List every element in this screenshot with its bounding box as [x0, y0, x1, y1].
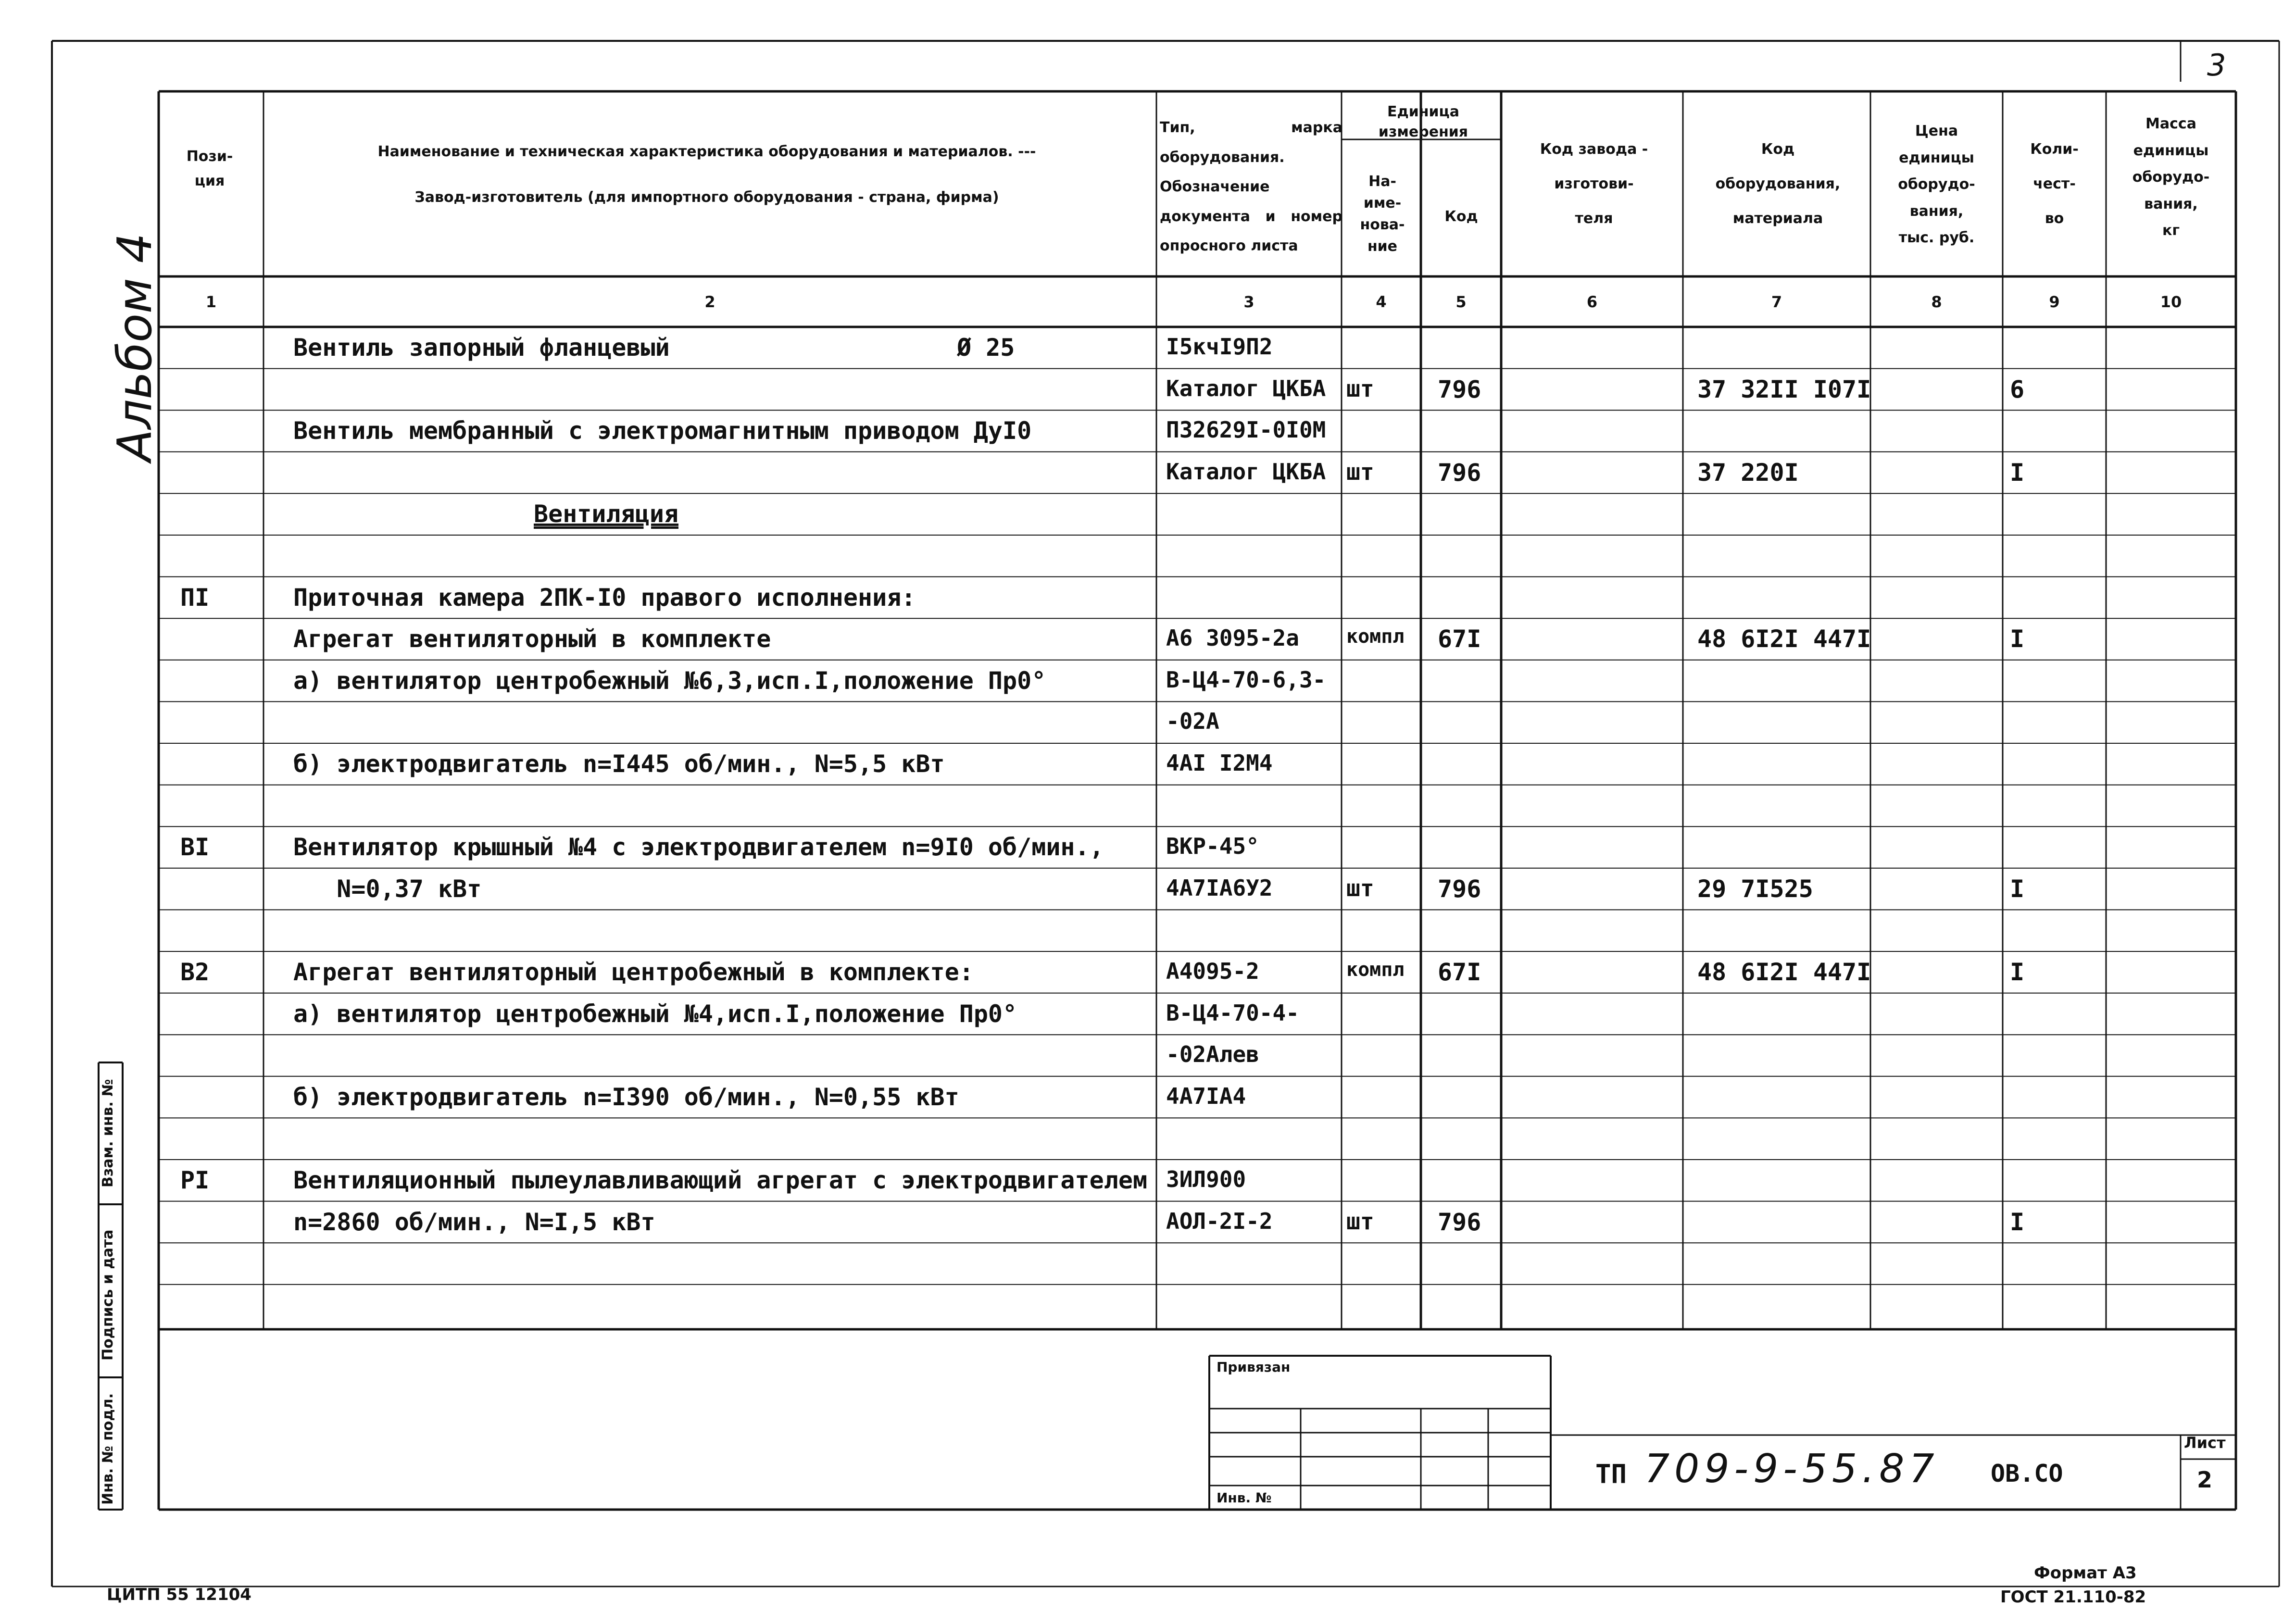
- name-cell: N=0,37 кВт: [293, 874, 482, 903]
- type-cell: 4АI I2М4: [1166, 750, 1273, 776]
- quantity-cell: I: [2010, 625, 2025, 653]
- stamp-privyazan: Привязан: [1217, 1359, 1291, 1375]
- column-number: 8: [1931, 293, 1942, 311]
- type-cell: -02А: [1166, 708, 1219, 735]
- unit-code-cell: 67I: [1438, 625, 1481, 653]
- type-cell: П32629I-0I0М: [1166, 417, 1326, 443]
- name-cell: Вентиляция: [534, 500, 679, 528]
- header-factory-code: Код завода - изготови- теля: [1540, 141, 1648, 227]
- quantity-cell: 6: [2010, 375, 2025, 403]
- unit-code-cell: 796: [1438, 375, 1481, 403]
- column-number: 7: [1771, 293, 1782, 311]
- unit-name-cell: компл: [1346, 959, 1405, 981]
- album-label: Альбом 4: [108, 233, 163, 462]
- type-cell: 4А7IА4: [1166, 1083, 1246, 1109]
- column-number: 10: [2160, 293, 2182, 311]
- sheet-number: 2: [2196, 1467, 2212, 1493]
- unit-name-cell: шт: [1346, 458, 1374, 486]
- doc-suffix: ОВ.СО: [1991, 1460, 2063, 1487]
- margin-podpis-data: Подпись и дата: [100, 1229, 116, 1361]
- type-cell: I5кчI9П2: [1166, 334, 1273, 360]
- doc-prefix: ТП: [1595, 1459, 1627, 1489]
- type-cell: ВКР-45°: [1166, 833, 1259, 860]
- position-cell: РI: [180, 1166, 210, 1194]
- sheet-label: Лист: [2184, 1434, 2226, 1452]
- unit-name-cell: шт: [1346, 1208, 1374, 1235]
- column-number: 9: [2049, 293, 2060, 311]
- name-cell: Вентиль запорный фланцевый: [293, 334, 670, 362]
- type-cell: ЗИЛ900: [1166, 1166, 1246, 1192]
- unit-code-cell: 796: [1438, 1208, 1481, 1236]
- margin-vzam-inv: Взам. инв. №: [100, 1079, 116, 1187]
- column-number: 5: [1455, 293, 1467, 311]
- header-manufacturer: Завод-изготовитель (для импортного оборудования - страна, фирма): [414, 189, 999, 206]
- header-type: Тип, марка оборудования. Обозначение документа и номер опросного листа: [1160, 119, 1342, 254]
- name-cell: б) электродвигатель n=I445 об/мин., N=5,5 кВт: [293, 750, 945, 778]
- column-number: 2: [704, 293, 715, 311]
- header-name: Наименование и техническая характеристика оборудования и материалов. ---: [377, 143, 1036, 160]
- unit-code-cell: 796: [1438, 458, 1481, 487]
- name-cell: n=2860 об/мин., N=I,5 кВт: [293, 1208, 655, 1236]
- equipment-code-cell: 48 6I2I 447I: [1697, 958, 1871, 986]
- name-cell: Вентиль мембранный с электромагнитным приводом ДуI0: [293, 417, 1032, 445]
- column-number: 4: [1376, 293, 1387, 311]
- quantity-cell: I: [2010, 958, 2025, 986]
- position-cell: В2: [180, 958, 210, 986]
- column-number: 3: [1243, 293, 1254, 311]
- type-cell: АОЛ-2I-2: [1166, 1208, 1273, 1234]
- header-unit: Единица измерения: [1378, 103, 1468, 140]
- name-extra-cell: Ø 25: [957, 334, 1015, 362]
- header-equip-code: Код оборудования, материала: [1715, 141, 1841, 227]
- quantity-cell: I: [2010, 1208, 2025, 1236]
- type-cell: 4А7IА6У2: [1166, 874, 1273, 901]
- unit-name-cell: шт: [1346, 375, 1374, 402]
- name-cell: б) электродвигатель n=I390 об/мин., N=0,55 кВт: [293, 1083, 959, 1111]
- name-cell: Агрегат вентиляторный в комплекте: [293, 625, 771, 653]
- equipment-code-cell: 37 32II I07I: [1697, 375, 1871, 403]
- position-cell: ВI: [180, 833, 210, 862]
- column-number: 6: [1586, 293, 1598, 311]
- header-unit-name: На- име- нова- ние: [1360, 173, 1405, 255]
- unit-code-cell: 67I: [1438, 958, 1481, 986]
- equipment-code-cell: 29 7I525: [1697, 874, 1813, 903]
- footer-format: Формат А3: [2034, 1563, 2137, 1583]
- type-cell: А4095-2: [1166, 958, 1259, 984]
- type-cell: Каталог ЦКБА: [1166, 375, 1326, 401]
- type-cell: В-Ц4-70-6,3-: [1166, 666, 1326, 693]
- header-price: Цена единицы оборудо- вания, тыс. руб.: [1898, 123, 1975, 246]
- doc-number: 709-9-55.87: [1644, 1446, 1939, 1492]
- header-position: Пози- ция: [186, 148, 233, 189]
- header-quantity: Коли- чест- во: [2030, 141, 2079, 227]
- type-cell: Каталог ЦКБА: [1166, 458, 1326, 485]
- column-number: 1: [205, 293, 217, 311]
- unit-code-cell: 796: [1438, 874, 1481, 903]
- name-cell: а) вентилятор центробежный №4,исп.I,положение Пр0°: [293, 999, 1017, 1028]
- unit-name-cell: компл: [1346, 625, 1405, 648]
- name-cell: Приточная камера 2ПК-I0 правого исполнения:: [293, 583, 916, 612]
- name-cell: Вентилятор крышный №4 с электродвигателем n=9I0 об/мин.,: [293, 833, 1104, 862]
- name-cell: Вентиляционный пылеулавливающий агрегат с электродвигателем: [293, 1166, 1148, 1194]
- footer-left: ЦИТП 55 12104: [107, 1585, 251, 1604]
- margin-inv-podl: Инв. № подл.: [100, 1393, 116, 1505]
- type-cell: В-Ц4-70-4-: [1166, 999, 1299, 1026]
- stamp-inv-no: Инв. №: [1217, 1490, 1272, 1506]
- equipment-code-cell: 37 220I: [1697, 458, 1799, 487]
- footer-gost: ГОСТ 21.110-82: [2000, 1587, 2146, 1607]
- name-cell: Агрегат вентиляторный центробежный в комплекте:: [293, 958, 974, 986]
- header-mass: Масса единицы оборудо- вания, кг: [2132, 115, 2210, 239]
- name-cell: а) вентилятор центробежный №6,3,исп.I,положение Пр0°: [293, 666, 1046, 695]
- position-cell: ПI: [180, 583, 210, 612]
- type-cell: А6 3095-2а: [1166, 625, 1299, 651]
- quantity-cell: I: [2010, 874, 2025, 903]
- type-cell: -02Алев: [1166, 1041, 1259, 1068]
- header-unit-code: Код: [1444, 208, 1478, 225]
- quantity-cell: I: [2010, 458, 2025, 487]
- corner-mark: 3: [2207, 48, 2226, 83]
- equipment-code-cell: 48 6I2I 447I: [1697, 625, 1871, 653]
- unit-name-cell: шт: [1346, 874, 1374, 902]
